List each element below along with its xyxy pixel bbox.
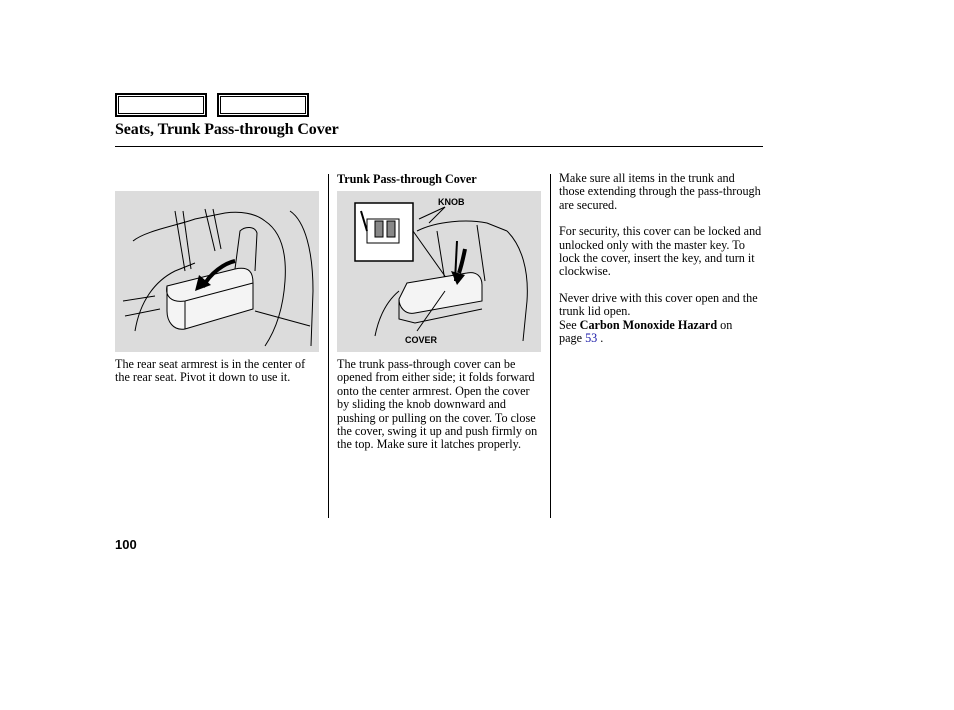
period: . [600,331,604,346]
column-divider [550,174,551,518]
note-never-drive: Never drive with this cover open and the trunk lid open. [559,290,758,319]
page-title: Seats, Trunk Pass-through Cover [115,121,339,138]
see-prefix: See [559,317,577,332]
section-heading: Trunk Pass-through Cover [337,172,477,186]
nav-next-button[interactable] [217,93,309,117]
armrest-illustration [115,191,319,352]
column-divider [328,174,329,518]
note-security: For security, this cover can be locked and unlocked only with the master key. To lock the cover, insert the key, and turn it clockwise. [559,224,762,279]
cover-description [337,358,543,465]
hazard-reference: Carbon Monoxide Hazard [579,317,718,332]
safety-notes [559,172,763,358]
note-secured: Make sure all items in the trunk and those extending through the pass-through are secured. [559,171,761,212]
page-link[interactable]: 53 [585,331,598,346]
armrest-description [115,358,320,398]
trunk-cover-illustration [337,191,541,352]
see-reference [559,319,763,346]
page-number: 100 [115,537,137,552]
see-on: on [720,317,733,332]
cover-paragraph: The trunk pass-through cover can be opened from either side; it folds forward onto the center armrest. Open the cover by sliding the knob downward and pushing or pulling on the cover. To close the cover, swing it up and push firmly on the top. Make sure it latches properly. [337,357,538,452]
cover-label: COVER [405,335,438,345]
title-rule [115,146,763,147]
page-word: page [559,331,583,346]
nav-prev-button[interactable] [115,93,207,117]
armrest-paragraph: The rear seat armrest is in the center of the rear seat. Pivot it down to use it. [115,357,306,385]
knob-label: KNOB [438,197,465,207]
